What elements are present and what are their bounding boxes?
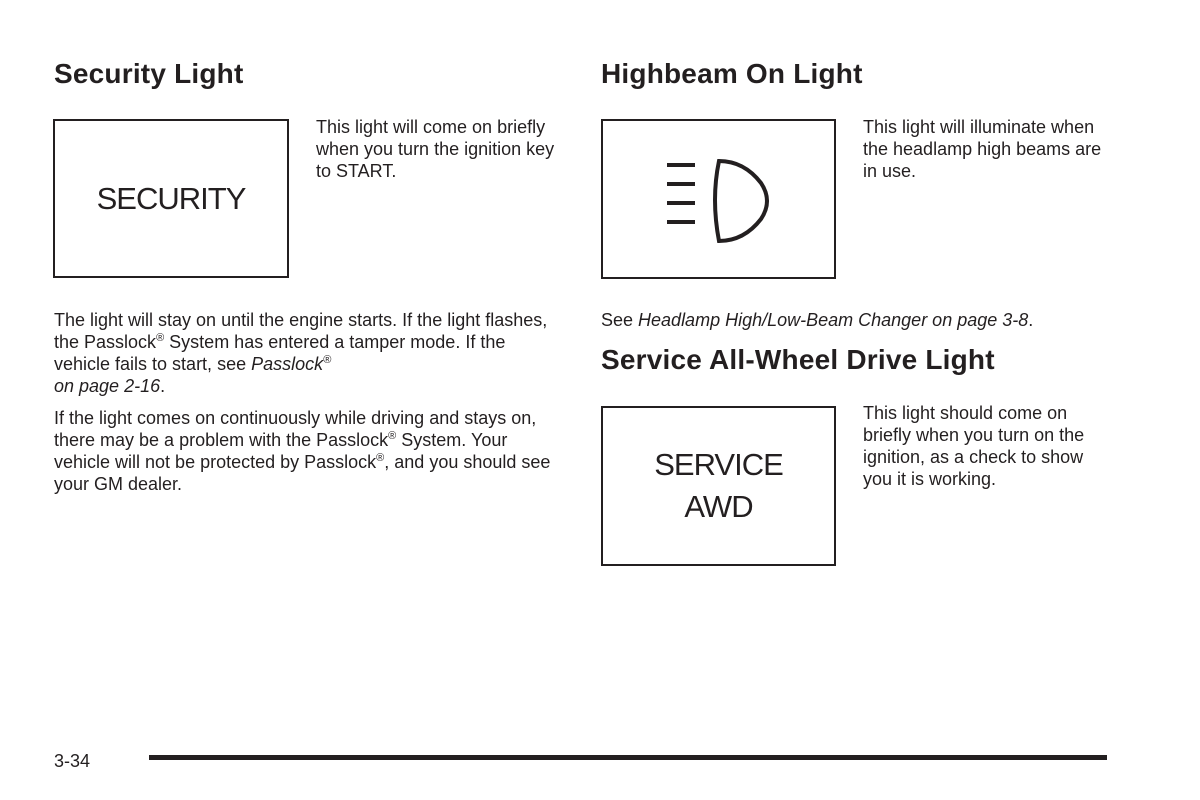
- security-body: [54, 309, 564, 505]
- passlock-link[interactable]: Passlock® on page 2-16: [54, 354, 332, 396]
- highbeam-see-reference: See Headlamp High/Low-Beam Changer on page 3-8.: [601, 310, 1034, 330]
- awd-side-text: This light should come on briefly when you turn on the ignition, as a check to show you it is working.: [863, 403, 1085, 489]
- awd-indicator-box: [601, 406, 836, 566]
- security-paragraph-1: The light will stay on until the engine starts. If the light flashes, the Passlock® System has entered a tamper mode. If the vehicle fails to start, see Passlock® on page 2-16.: [54, 310, 548, 396]
- security-indicator-label: SECURITY: [96, 180, 246, 216]
- page-number: 3-34: [54, 751, 91, 771]
- security-indicator-box: [53, 119, 289, 278]
- highbeam-indicator-box: [601, 119, 836, 279]
- security-paragraph-2: If the light comes on continuously while driving and stays on, there may be a problem with the Passlock® System. Your vehicle will not be protected by Passlock®, and you should see your GM dealer.: [54, 408, 551, 494]
- awd-indicator-line1: SERVICE: [654, 447, 783, 483]
- security-side-text: This light will come on briefly when you turn the ignition key to START.: [316, 117, 555, 181]
- highbeam-light-heading: Highbeam On Light: [601, 58, 863, 89]
- highbeam-headlamp-icon: [649, 149, 789, 249]
- highbeam-side-text: This light will illuminate when the headlamp high beams are in use.: [863, 117, 1102, 181]
- awd-indicator-line2: AWD: [684, 489, 753, 524]
- footer-rule: [149, 755, 1107, 760]
- headlamp-changer-link[interactable]: Headlamp High/Low-Beam Changer on page 3-8: [638, 310, 1029, 330]
- awd-light-heading: Service All-Wheel Drive Light: [601, 344, 995, 375]
- security-light-heading: Security Light: [54, 58, 244, 89]
